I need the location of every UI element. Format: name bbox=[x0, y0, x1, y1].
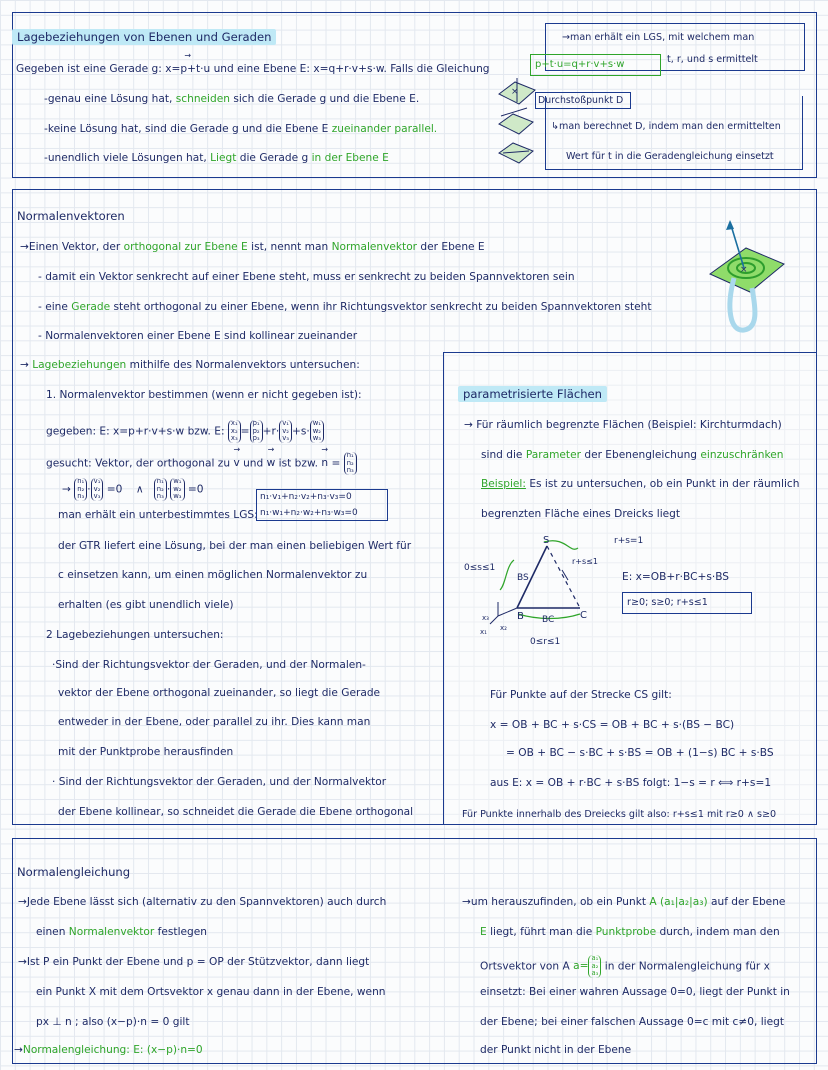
vector-n-b: n₁ n₂ n₃ bbox=[154, 478, 167, 501]
normal-vector-sketch bbox=[706, 218, 788, 338]
vector-p: p₁ p₂ p₃ bbox=[250, 420, 263, 443]
vector-v-a: v₁ v₂ v₃ bbox=[91, 478, 104, 501]
label-bs: BS bbox=[517, 573, 529, 583]
vertex-s: S bbox=[543, 535, 550, 546]
svg-text:×: × bbox=[511, 87, 519, 97]
label-bc: BC bbox=[542, 615, 555, 625]
param-line-3: Beispiel: Es ist zu untersuchen, ob ein Punkt in der räumlich bbox=[481, 478, 800, 490]
axis-x2: x₂ bbox=[500, 624, 507, 632]
lgs-intro: man erhält ein unterbestimmtes LGS: bbox=[58, 509, 258, 521]
svg-text:×: × bbox=[740, 265, 748, 275]
gtr-line-1: der GTR liefert eine Lösung, bei der man einen beliebigen Wert für bbox=[58, 540, 412, 552]
vector-a: a₁ a₂ a₃ bbox=[588, 955, 601, 978]
lgs-row-1: n₁·v₁+n₂·v₂+n₃·v₃=0 bbox=[260, 492, 352, 502]
case-1-line-4: mit der Punktprobe herausfinden bbox=[58, 746, 234, 758]
case-1-line-2: vektor der Ebene orthogonal zueinander, so liegt die Gerade bbox=[58, 687, 381, 699]
axis-x1: x₁ bbox=[480, 628, 487, 636]
param-condition: r≥0; s≥0; r+s≤1 bbox=[627, 597, 708, 608]
param-plane-equation: E: x=OB+r·BC+s·BS bbox=[622, 571, 730, 583]
vector-v: v₁ v₂ v₃ bbox=[279, 420, 292, 443]
vector-w: w₁ w₂ w₃ bbox=[310, 420, 324, 443]
intersect-plane-sketch bbox=[497, 76, 537, 106]
ngl-right-3: Ortsvektor von A a= a₁ a₂ a₃ in der Normalengleichung für x bbox=[480, 954, 770, 978]
section-title-lage: Lagebeziehungen von Ebenen und Geraden bbox=[12, 29, 276, 45]
durchstosspunkt-note-2: Wert für t in die Geradengleichung einsetzt bbox=[566, 151, 774, 162]
param-line-1: → Für räumlich begrenzte Flächen (Beispiel: Kirchturmdach) bbox=[464, 419, 782, 431]
case-2-line-1: · Sind der Richtungsvektor der Geraden, und der Normalvektor bbox=[52, 776, 387, 788]
section-title-ngl: Normalengleichung bbox=[17, 865, 131, 879]
label-rs-eq: r+s=1 bbox=[614, 536, 644, 546]
lage-bullet-2: -keine Lösung hat, sind die Gerade g und die Ebene E zueinander parallel. bbox=[44, 123, 438, 135]
section-title-normalen: Normalenvektoren bbox=[17, 209, 125, 223]
vertex-b: B bbox=[517, 611, 524, 622]
ngl-right-4: einsetzt: Bei einer wahren Aussage 0=0, liegt der Punkt in bbox=[480, 986, 790, 998]
lgs-note-line2: t, r, und s ermittelt bbox=[667, 54, 758, 65]
ngl-left-6: →Normalengleichung: E: (x−p)·n=0 bbox=[14, 1044, 203, 1056]
normalen-line-2: - damit ein Vektor senkrecht auf einer Ebene steht, muss er senkrecht zu beiden Spannvektoren sein bbox=[38, 271, 575, 283]
segment-line-3: aus E: x = OB + r·BC + s·BS folgt: 1−s = r ⟺ r+s=1 bbox=[490, 777, 772, 789]
ngl-right-6: der Punkt nicht in der Ebene bbox=[480, 1044, 632, 1056]
ngl-right-1: →um herauszufinden, ob ein Punkt A (a₁|a₂|a₃) auf der Ebene bbox=[462, 896, 786, 908]
lgs-note-line1: →man erhält ein LGS, mit welchem man bbox=[562, 32, 755, 43]
label-r-range: 0≤r≤1 bbox=[530, 637, 561, 647]
segment-line-1: x = OB + BC + s·CS = OB + BC + s·(BS − BC) bbox=[490, 719, 735, 731]
lgs-row-2: n₁·w₁+n₂·w₂+n₃·w₃=0 bbox=[260, 508, 358, 518]
label-rs-le: r+s≤1 bbox=[572, 557, 598, 566]
normalen-line-5: → Lagebeziehungen mithilfe des Normalenvektors untersuchen: bbox=[20, 359, 360, 371]
vector-x: x₁ x₂ x₃ bbox=[228, 420, 241, 443]
normalen-line-1: →Einen Vektor, der orthogonal zur Ebene E ist, nennt man Normalenvektor der Ebene E bbox=[20, 241, 485, 253]
case-2-line-2: der Ebene kollinear, so schneidet die Gerade die Ebene orthogonal bbox=[58, 806, 414, 818]
lage-bullet-3: -unendlich viele Lösungen hat, Liegt die Gerade g in der Ebene E bbox=[44, 152, 389, 164]
ngl-right-2: E liegt, führt man die Punktprobe durch, indem man den bbox=[480, 926, 780, 938]
vector-n: n₁ n₂ n₃ bbox=[344, 452, 357, 475]
normalen-line-3: - eine Gerade steht orthogonal zu einer Ebene, wenn ihr Richtungsvektor senkrecht zu beiden Spannvektoren steht bbox=[38, 301, 652, 313]
ngl-right-5: der Ebene; bei einer falschen Aussage 0=c mit c≠0, liegt bbox=[480, 1016, 785, 1028]
param-line-4: begrenzten Fläche eines Dreicks liegt bbox=[481, 508, 681, 520]
parallel-plane-sketch bbox=[497, 108, 537, 138]
case-1-line-3: entweder in der Ebene, oder parallel zu ihr. Dies kann man bbox=[58, 716, 371, 728]
durchstosspunkt-label: Durchstoßpunkt D bbox=[538, 95, 624, 106]
label-s-range: 0≤s≤1 bbox=[464, 563, 496, 573]
step-1-heading: 1. Normalenvektor bestimmen (wenn er nicht gegeben ist): bbox=[46, 389, 362, 401]
inplane-plane-sketch bbox=[497, 137, 537, 167]
segment-intro: Für Punkte auf der Strecke CS gilt: bbox=[490, 689, 672, 701]
case-1-line-1: ·Sind der Richtungsvektor der Geraden, und der Normalen- bbox=[52, 659, 366, 671]
intersection-equation: p+t·u=q+r·v+s·w bbox=[535, 59, 625, 70]
durchstosspunkt-note-1: ↳man berechnet D, indem man den ermittelten bbox=[551, 121, 781, 132]
ngl-left-3: →Ist P ein Punkt der Ebene und p = OP der Stützvektor, dann liegt bbox=[18, 956, 370, 968]
ngl-left-5: px ⊥ n ; also (x−p)·n = 0 gilt bbox=[36, 1016, 190, 1028]
normalen-line-4: - Normalenvektoren einer Ebene E sind kollinear zueinander bbox=[38, 330, 358, 342]
gtr-line-3: erhalten (es gibt unendlich viele) bbox=[58, 599, 234, 611]
section-title-param: parametrisierte Flächen bbox=[458, 386, 607, 402]
ngl-left-1: →Jede Ebene lässt sich (alternativ zu den Spannvektoren) auch durch bbox=[18, 896, 387, 908]
ngl-left-2: einen Normalenvektor festlegen bbox=[36, 926, 207, 938]
sought-vector: gesucht: Vektor, der orthogonal zu → v und → w ist bzw. → n = n₁ n₂ n₃ bbox=[46, 452, 357, 475]
lage-intro: Gegeben ist eine Gerade g: → x=p+t·u und eine Ebene E: x=q+r·v+s·w. Falls die Gleichung bbox=[16, 62, 490, 76]
given-plane: gegeben: E: x=p+r·v+s·w bzw. E: x₁ x₂ x₃ = p₁ p₂ p₃ +r· v₁ v₂ v₃ +s· w₁ w₂ w₃ bbox=[46, 420, 324, 443]
step-2-heading: 2 Lagebeziehungen untersuchen: bbox=[46, 629, 224, 641]
dot-product-conditions: → n₁ n₂ n₃ · v₁ v₂ v₃ =0 ∧ n₁ n₂ n₃ · w₁ w₂ w₃ =0 bbox=[62, 477, 204, 501]
segment-line-2: = OB + BC − s·BC + s·BS = OB + (1−s) BC + s·BS bbox=[506, 747, 774, 759]
ngl-left-4: ein Punkt X mit dem Ortsvektor x genau dann in der Ebene, wenn bbox=[36, 986, 386, 998]
vector-w-b: w₁ w₂ w₃ bbox=[170, 478, 184, 501]
gtr-line-2: c einsetzen kann, um einen möglichen Normalenvektor zu bbox=[58, 569, 368, 581]
axis-x3: x₃ bbox=[482, 614, 489, 622]
vector-n-a: n₁ n₂ n₃ bbox=[74, 478, 87, 501]
triangle-diagram bbox=[464, 530, 610, 655]
lage-bullet-1: -genau eine Lösung hat, schneiden sich die Gerade g und die Ebene E. bbox=[44, 93, 420, 105]
vertex-c: C bbox=[580, 610, 587, 621]
param-conclusion: Für Punkte innerhalb des Dreiecks gilt also: r+s≤1 mit r≥0 ∧ s≥0 bbox=[462, 809, 777, 820]
param-line-2: sind die Parameter der Ebenengleichung einzuschränken bbox=[481, 449, 784, 461]
